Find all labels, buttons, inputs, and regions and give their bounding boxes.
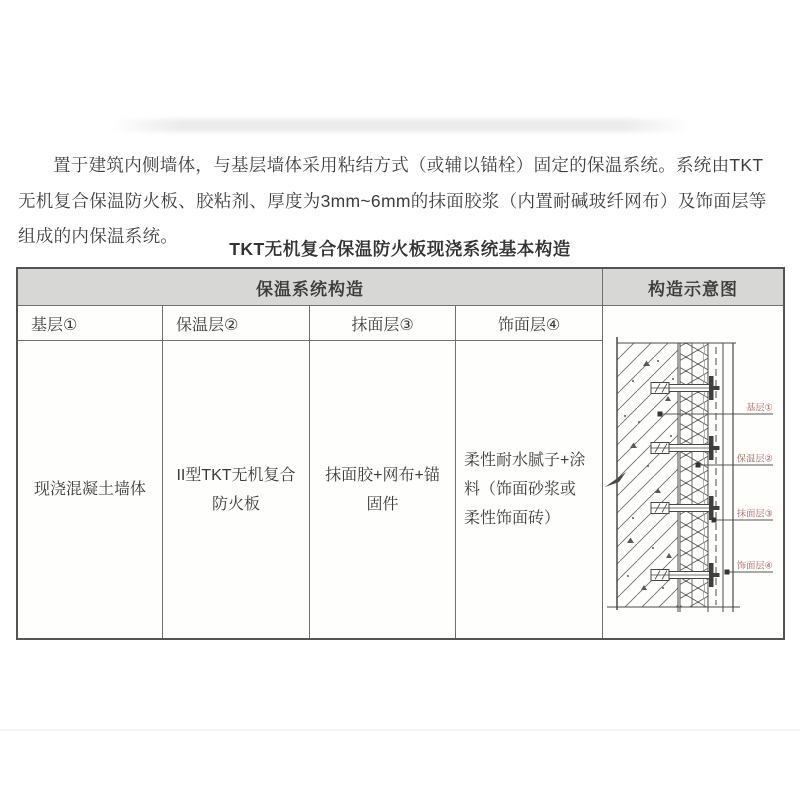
- diagram-label-insulation: 保温层②: [736, 453, 773, 464]
- header-diagram: 构造示意图: [603, 269, 783, 306]
- cell-base-layer-value: 现浇混凝土墙体: [18, 341, 163, 638]
- header-system-construction: 保温系统构造: [18, 269, 603, 306]
- table-title: TKT无机复合保温防火板现浇系统基本构造: [229, 239, 571, 259]
- diagram-label-render: 抹面层③: [736, 508, 773, 519]
- cell-insulation-layer-value: II型TKT无机复合防火板: [163, 341, 310, 638]
- wall-section-drawing: [603, 306, 783, 638]
- leader-marker-base: [658, 412, 663, 417]
- construction-diagram: [603, 306, 783, 638]
- insulation-honeycomb: [680, 343, 708, 607]
- video-artifact-line: [0, 729, 800, 731]
- subheader-render-layer: 抹面层③: [310, 306, 456, 341]
- leader-marker-insulation: [696, 463, 701, 468]
- subheader-insulation-layer: 保温层②: [163, 306, 310, 341]
- video-artifact-band: [112, 119, 690, 132]
- intro-paragraph: 置于建筑内侧墙体，与基层墙体采用粘结方式（或辅以锚栓）固定的保温系统。系统由TKT无机复合保温防火板、胶粘剂、厚度为3mm~6mm的抹面胶浆（内置耐碱玻纤网布）及饰面层等组成的内保温系统。: [18, 155, 767, 246]
- subheader-base-layer: 基层①: [18, 306, 163, 341]
- cell-finish-layer-value: 柔性耐水腻子+涂料（饰面砂浆或柔性饰面砖）: [456, 341, 603, 638]
- leader-marker-render: [712, 518, 717, 523]
- insulation-system-table: [16, 267, 785, 640]
- subheader-finish-layer: 饰面层④: [456, 306, 603, 341]
- leader-marker-finish: [725, 570, 730, 575]
- diagram-label-base: 基层①: [746, 402, 773, 413]
- cell-render-layer-value: 抹面胶+网布+锚固件: [310, 341, 456, 638]
- diagram-label-finish: 饰面层④: [736, 560, 773, 571]
